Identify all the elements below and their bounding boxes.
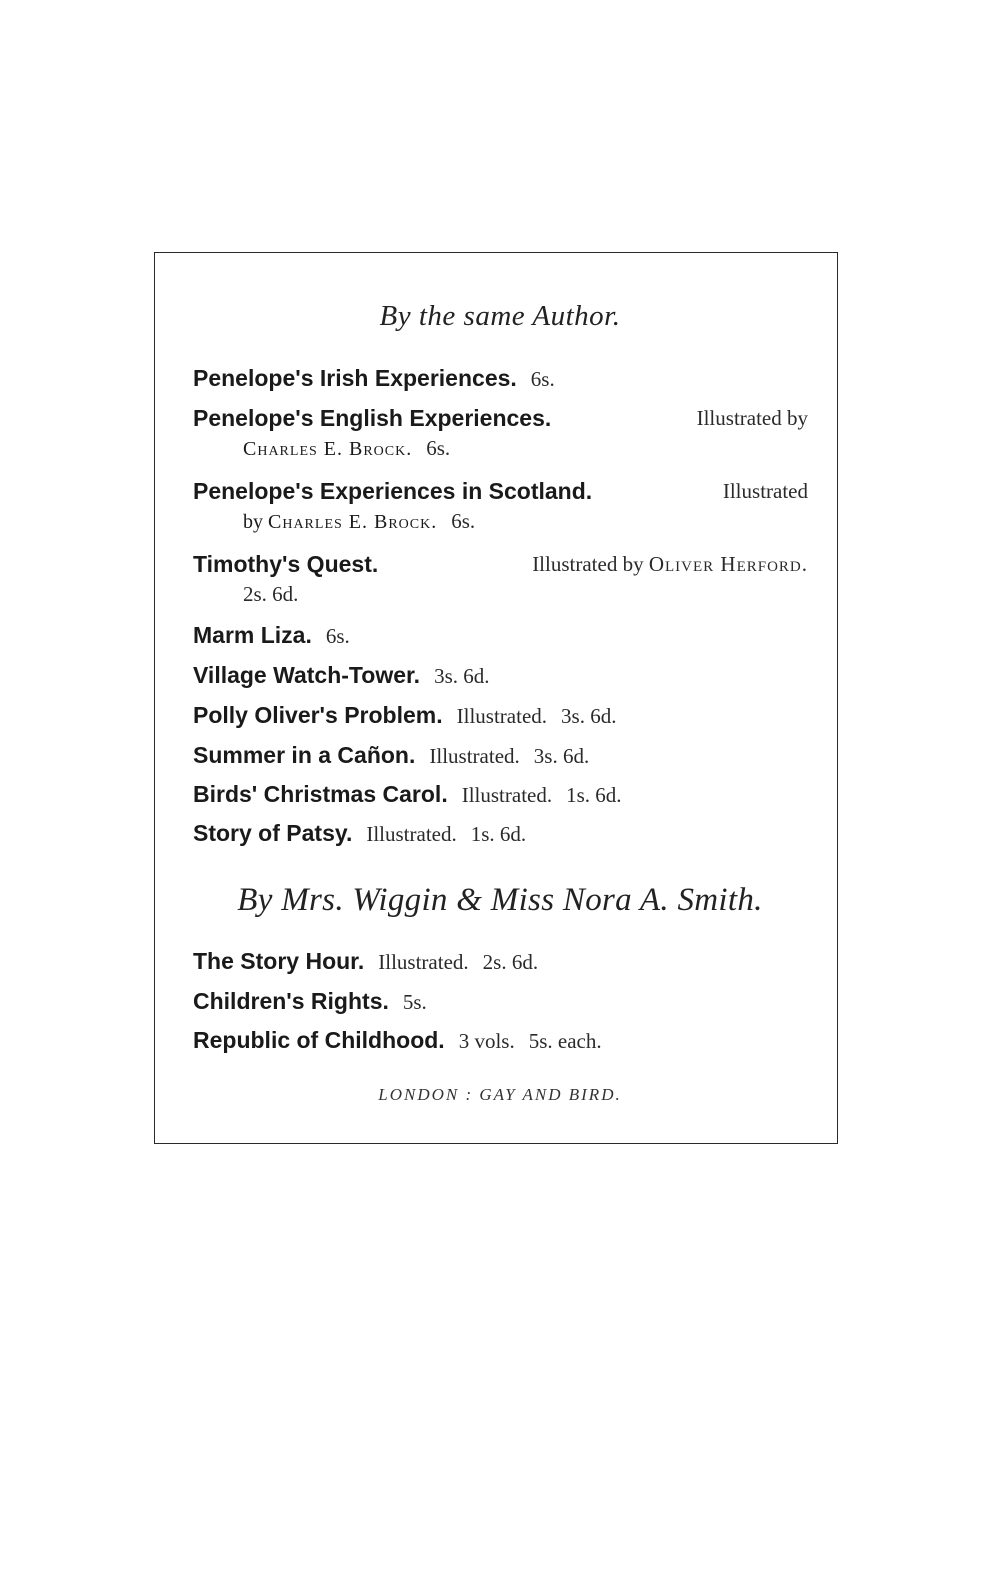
- book-title: The Story Hour.: [193, 948, 365, 974]
- book-entry: [193, 946, 808, 977]
- book-title: Marm Liza.: [193, 622, 312, 648]
- book-title: Story of Patsy.: [193, 820, 353, 846]
- book-price: 3s. 6d.: [561, 704, 617, 728]
- book-price: 6s.: [325, 624, 350, 648]
- book-price: 6s.: [530, 367, 555, 391]
- publisher-imprint: LONDON : GAY AND BIRD.: [378, 1085, 622, 1104]
- illustrator-name: Oliver Herford.: [648, 552, 808, 576]
- book-price: 5s.: [402, 990, 427, 1014]
- book-title: Birds' Christmas Carol.: [193, 781, 448, 807]
- book-entry: [193, 403, 808, 464]
- book-title: Penelope's Experiences in Scotland.: [193, 478, 593, 504]
- book-price: 2s. 6d.: [243, 582, 299, 606]
- book-price: 1s. 6d.: [566, 783, 622, 807]
- book-note: Illustrated by: [696, 406, 808, 430]
- book-note: Illustrated.: [366, 822, 457, 846]
- book-note: Illustrated.: [378, 950, 469, 974]
- book-title: Penelope's English Experiences.: [193, 405, 552, 431]
- section-heading-same-author: By the same Author.: [379, 300, 621, 332]
- by-word: by: [243, 511, 263, 533]
- book-entry: [193, 818, 808, 849]
- book-price: 3s. 6d.: [434, 664, 490, 688]
- book-price: 5s. each.: [528, 1029, 602, 1053]
- book-price: 6s.: [426, 436, 451, 460]
- book-note: Illustrated: [722, 479, 808, 503]
- illustrator-name: Charles E. Brock.: [243, 438, 413, 460]
- book-entry: [193, 1025, 808, 1056]
- book-entry: [193, 660, 808, 691]
- book-title: Children's Rights.: [193, 988, 389, 1014]
- book-note: 3 vols.: [458, 1029, 515, 1053]
- book-title: Penelope's Irish Experiences.: [193, 365, 517, 391]
- book-entry: [193, 476, 808, 537]
- book-entry: [193, 363, 808, 394]
- book-price: 1s. 6d.: [470, 822, 527, 846]
- book-price: 6s.: [451, 509, 476, 533]
- book-title: Polly Oliver's Problem.: [193, 702, 443, 728]
- book-entry: [193, 740, 808, 771]
- book-note: Illustrated.: [461, 783, 553, 807]
- section-heading-wiggin-smith: By Mrs. Wiggin & Miss Nora A. Smith.: [237, 882, 763, 918]
- book-entry: [193, 986, 808, 1017]
- book-title: Summer in a Cañon.: [193, 742, 416, 768]
- book-note: Illustrated by: [532, 552, 644, 576]
- book-title: Village Watch-Tower.: [193, 662, 421, 688]
- book-title: Timothy's Quest.: [193, 551, 379, 577]
- book-note: Illustrated.: [429, 744, 520, 768]
- book-title: Republic of Childhood.: [193, 1027, 445, 1053]
- book-note: Illustrated.: [456, 704, 548, 728]
- book-entry: [193, 700, 808, 731]
- book-entry: [193, 779, 808, 810]
- book-price: 2s. 6d.: [482, 950, 539, 974]
- book-price: 3s. 6d.: [533, 744, 590, 768]
- book-entry: [193, 620, 808, 651]
- illustrator-name: Charles E. Brock.: [268, 511, 438, 533]
- book-entry: [193, 549, 808, 610]
